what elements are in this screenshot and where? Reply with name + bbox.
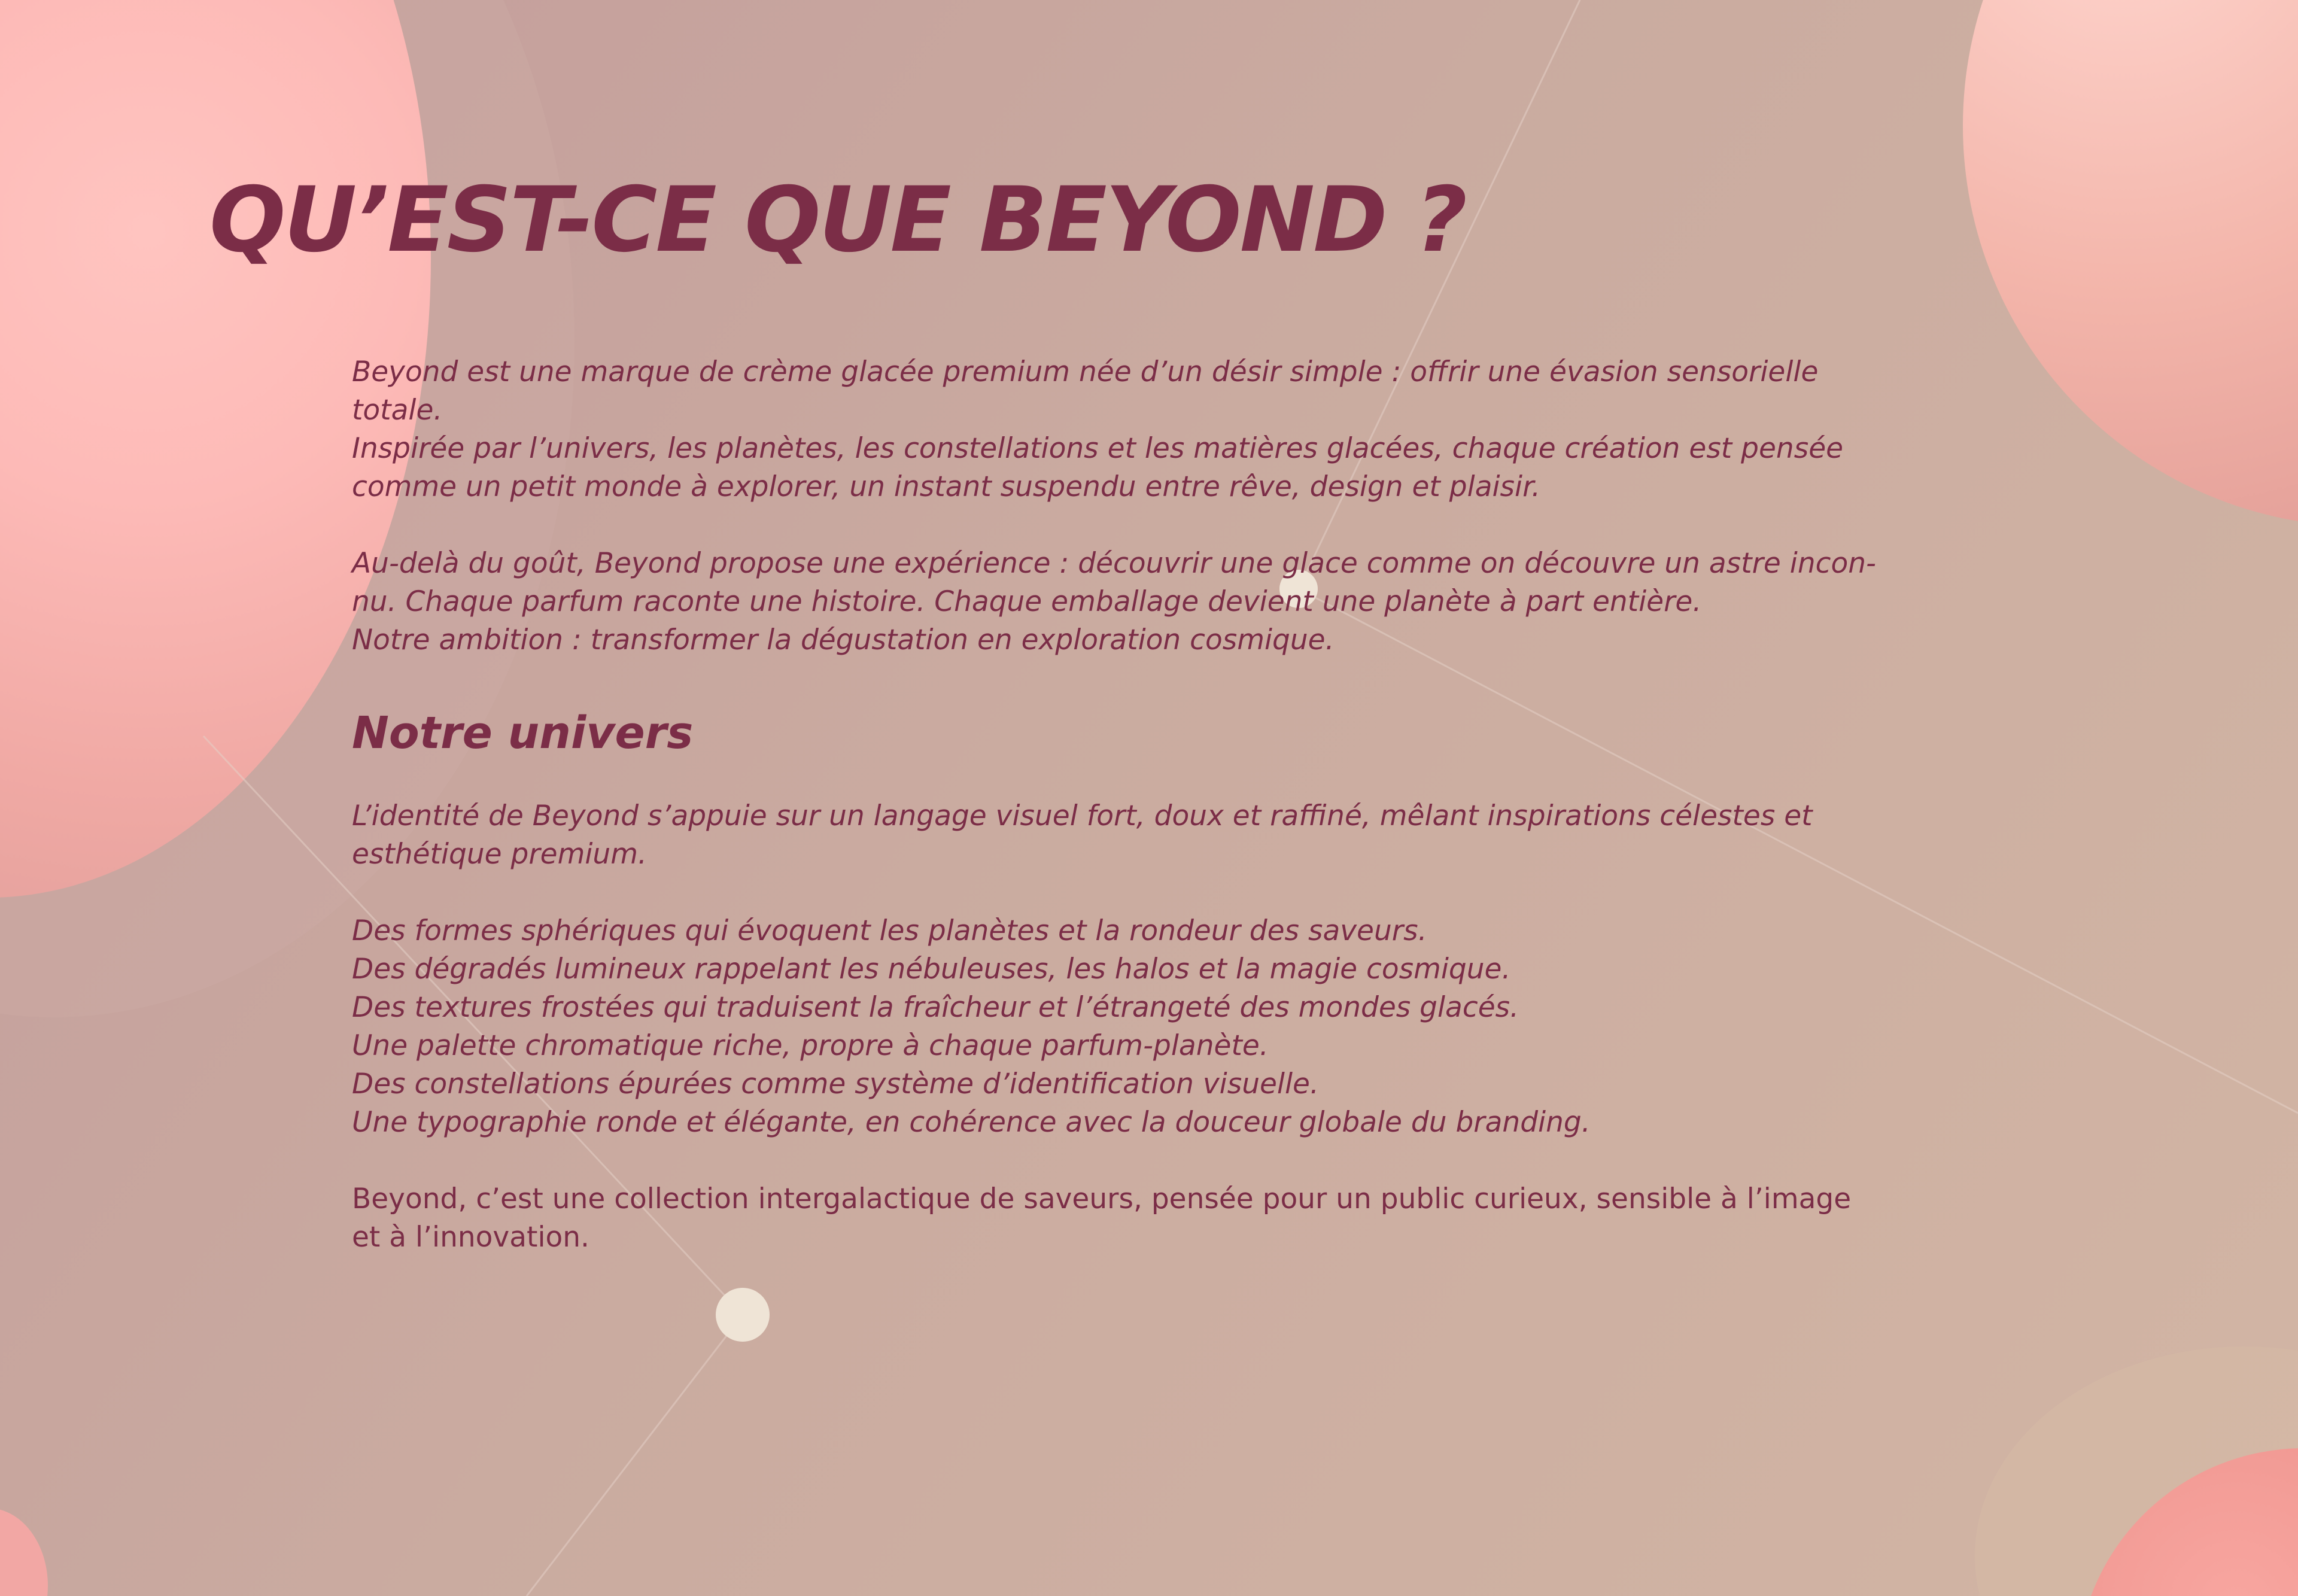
text-line: et à l’innovation. — [352, 1221, 589, 1254]
text-line: Beyond est une marque de crème glacée premium née d’un désir simple : offrir une évasion sensorielle — [352, 355, 1819, 388]
text-line: Au-delà du goût, Beyond propose une expérience : découvrir une glace comme on découvre un astre incon- — [352, 547, 1876, 580]
text-line: comme un petit monde à explorer, un instant suspendu entre rêve, design et plaisir. — [352, 470, 1541, 503]
section-title: Notre univers — [352, 707, 694, 759]
feature-item: Une palette chromatique riche, propre à chaque parfum-planète. — [352, 1029, 1269, 1062]
text-line: Beyond, c’est une collection intergalactique de saveurs, pensée pour un public curieux, sensible à l’image — [352, 1182, 1852, 1215]
text-line: Notre ambition : transformer la dégustation en exploration cosmique. — [352, 624, 1335, 656]
text-line: totale. — [352, 394, 443, 427]
ambition-paragraph — [352, 545, 1876, 659]
text-line: L’identité de Beyond s’appuie sur un langage visuel fort, doux et raffiné, mêlant inspirations célestes et — [352, 799, 1813, 832]
closing-paragraph — [352, 1180, 1852, 1257]
feature-item: Une typographie ronde et élégante, en cohérence avec la douceur globale du branding. — [352, 1106, 1591, 1139]
identity-paragraph — [352, 797, 1842, 874]
feature-item: Des textures frostées qui traduisent la fraîcheur et l’étrangeté des mondes glacés. — [352, 991, 1519, 1024]
text-line: Inspirée par l’univers, les planètes, les constellations et les matières glacées, chaque création est pensée — [352, 432, 1844, 465]
feature-item: Des dégradés lumineux rappelant les nébuleuses, les halos et la magie cosmique. — [352, 953, 1511, 986]
intro-paragraph — [352, 353, 1842, 506]
text-line: esthétique premium. — [352, 838, 647, 871]
page-title: QU’EST-CE QUE BEYOND ? — [209, 168, 1466, 272]
feature-item: Des constellations épurées comme système d’identification visuelle. — [352, 1068, 1319, 1101]
features-list — [352, 912, 1842, 1142]
text-line: nu. Chaque parfum raconte une histoire. Chaque emballage devient une planète à part entière. — [352, 585, 1702, 618]
feature-item: Des formes sphériques qui évoquent les planètes et la rondeur des saveurs. — [352, 914, 1427, 947]
